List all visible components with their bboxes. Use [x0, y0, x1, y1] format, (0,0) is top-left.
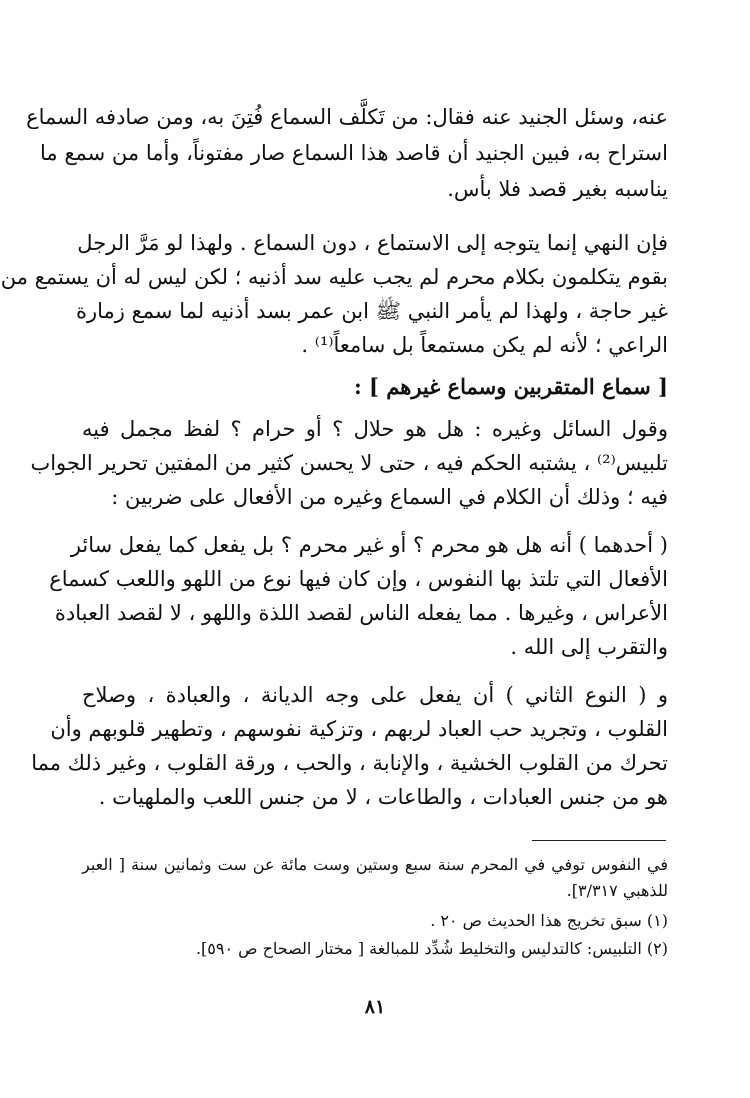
- page-number: ٨١: [364, 996, 386, 1018]
- text-line: والتقرب إلى الله .: [510, 635, 668, 659]
- text-line: و ( النوع الثاني ) أن يفعل على وجه الديانة ، والعبادة ، وصلاح: [82, 683, 668, 707]
- text-line: الأفعال التي تلتذ بها النفوس ، وإن كان فيها نوع من اللهو واللعب كسماع: [49, 567, 668, 591]
- text-line: عنه، وسئل الجنيد عنه فقال: من تَكلَّف السماع فُتِنَ به، ومن صادفه السماع: [26, 105, 668, 129]
- text-line: تلبيس⁽²⁾ ، يشتبه الحكم فيه ، حتى لا يحسن كثير من المفتين تحرير الجواب: [30, 451, 668, 475]
- text-line: فإن النهي إنما يتوجه إلى الاستماع ، دون السماع . ولهذا لو مَرَّ الرجل: [77, 231, 668, 255]
- text-line: القلوب ، وتجريد حب العباد لربهم ، وتزكية نفوسهم ، وتطهير قلوبهم وأن: [50, 717, 668, 741]
- text-line: ( أحدهما ) أنه هل هو محرم ؟ أو غير محرم ؟ بل يفعل كما يفعل سائر: [70, 533, 668, 557]
- text-line: وقول السائل وغيره : هل هو حلال ؟ أو حرام ؟ لفظ مجمل فيه: [82, 417, 668, 441]
- text-line: الأعراس ، وغيرها . مما يفعله الناس لقصد اللذة واللهو ، لا لقصد العبادة: [54, 601, 668, 625]
- text-line: الراعي ؛ لأنه لم يكن مستمعاً بل سامعاً⁽¹⁾ .: [301, 333, 668, 357]
- footnote-line: للذهبي ٣/٣١٧].: [566, 881, 668, 900]
- text-line: يناسبه بغير قصد فلا بأس.: [447, 177, 668, 201]
- text-line: تحرك من القلوب الخشية ، والإنابة ، والحب ، ورقة القلوب ، وغير ذلك مما: [31, 751, 668, 775]
- footnote-line: في النفوس توفي في المحرم سنة سبع وستين وست مائة عن ست وثمانين سنة [ العبر: [82, 855, 668, 874]
- footnote-1: (١) سبق تخريج هذا الحديث ص ٢٠ .: [430, 911, 668, 930]
- text-line: غير حاجة ، ولهذا لم يأمر النبي ﷺ ابن عمر بسد أذنيه لما سمع زمارة: [76, 299, 668, 323]
- footnote-divider: [532, 840, 666, 841]
- section-heading: [ سماع المتقربين وسماع غيرهم ] :: [353, 374, 668, 399]
- text-line: بقوم يتكلمون بكلام محرم لم يجب عليه سد أذنيه ؛ لكن ليس له أن يستمع من: [0, 265, 668, 289]
- text-line: استراح به، فبين الجنيد أن قاصد هذا السماع صار مفتوناً، وأما من سمع ما: [40, 141, 668, 165]
- text-line: هو من جنس العبادات ، والطاعات ، لا من جنس اللعب والملهيات .: [98, 785, 668, 809]
- footnote-2: (٢) التلبيس: كالتدليس والتخليط شُدِّد للمبالغة [ مختار الصحاح ص ٥٩٠].: [195, 939, 668, 958]
- text-line: فيه ؛ وذلك أن الكلام في السماع وغيره من الأفعال على ضربين :: [111, 485, 668, 509]
